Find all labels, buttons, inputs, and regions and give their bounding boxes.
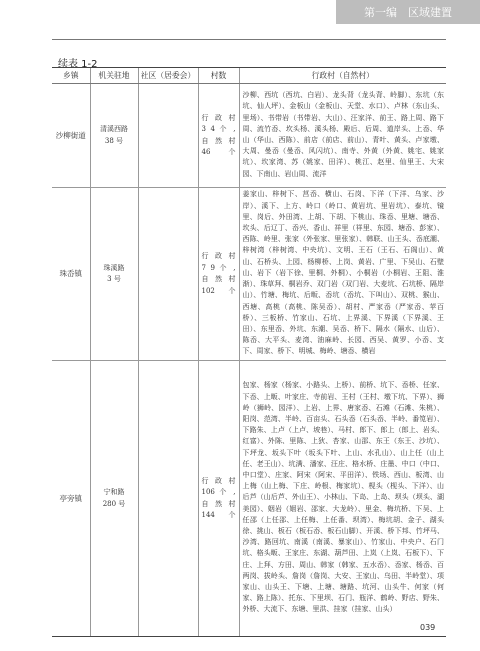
header-village-count: 村数 [198, 68, 239, 84]
town-name: 亭旁镇 [52, 361, 90, 637]
header-rule [52, 39, 446, 40]
village-list: 沙柳、西坑（西坑、白岩）、龙头背（龙头背、岭脚）、东坑（东坑、仙人坪）、金板山（金板山、天堂、水口）、卢林（东山头、里场）、书带岩（书带岩、大山）、汪家洋、前王、路上周、路下周、流竹岙、坎头杨、溪头杨、殿后、后周、道岸头、上岙、华山（华山、西陈）、前店（前店、前山）、青叶、黄头、卢家墩、大周、曼岙（曼岙、风闪坑）、南寺、外黄（外黄、姚宅、姚家坑）、坎家湾、苏（姚家、田洋）、桃江、赵里、仙里王、大宋园、下南山、岩山周、流洋 [239, 84, 446, 188]
community-cell [138, 84, 198, 188]
community-cell [138, 361, 198, 637]
village-count: 行 政 村 7 9 个 , 自 然 村 102 个 [198, 188, 239, 361]
village-count: 行 政 村 106 个 , 自 然 村 144 个 [198, 361, 239, 637]
town-name: 沙柳街道 [52, 84, 90, 188]
table-row [52, 361, 446, 637]
township-table [52, 67, 446, 637]
table-row [52, 84, 446, 188]
community-cell [138, 188, 198, 361]
header-villages: 行政村（自然村） [239, 68, 446, 84]
seat-address: 清溪西路 38 号 [90, 84, 138, 188]
village-list: 姜家山、梓树下、莒岙、横山、石岗、下洋（下洋、乌家、沙岸）、溪下、上方、岭口（岭口、黄岩坑、里岩坑）、泰坑、镜里、岗后、外田湾、上胡、下胡、下桃山、珠岙、里塘、塘岙、坎头、后辽丁、岙兴、香山、祥里（祥里、东园、塘岙、彭家）、西陈、岭里、张家（外张家、里张家）、韩联、山王头、岙底潮、梓树湾（梓树湾、中央坑）、文明、王石（王石、石阁山）、黄山、石桥头、上园、杨柳桥、上岗、黄岩、广里、下吴山、石壁山、岩下（岩下徐、里桐、外桐）、小桐岩（小桐岩、王阻、淮渐）、珠草拜、桐岩乔、双门岩（双门岩、大麦坑、石坑桥、隔岸山）、竹塘、梅坑、后畈、岙坑（岙坑、下叫山）、双桃、猴山、西塘、高桃（高桃、陈吴岙）、胡村、严家岙（严家岙、苹百桥）、三板桥、竹家山、石坑、上界溪、下界溪（下界溪、王田）、东里岙、外坑、东潮、吴岙、桥下、隔水（隔水、山后）、陈岙、大平头、麦湾、油麻岭、长园、西吴、黄罗、小岙、支下、周家、桥下、明城、梅岭、塘岙、横岩 [239, 188, 446, 361]
town-name: 珠岙镇 [52, 188, 90, 361]
chapter-header: 第一编 区域建置 [336, 0, 480, 24]
table-header-row [52, 68, 446, 84]
village-list: 包家、杨家（杨家、小路头、上桥）、前桥、坑下、岙桥、任家、下岙、上畈、叶家庄、寺前岩、王村（王村、墩下坑、下界）、狮岭（狮岭、园洋）、上岩、上界、唐家岙、石滩（石滩、朱桃）、阳岗、范湾、半岭、百亩头、石头岙（石头岙、半岭、番笕岩）、下路朱、上卢（上卢、坡巷）、马村、郎下、郎上（郎上、岩头、红富）、外陈、里陈、上狄、杏家、山邵、东王（东王、沙坑）、下坪龙、坂头下叶（坂头下叶、上山、水孔山）、山上任（山上任、老王山）、坑满、潘家、汪庄、格水桥、庄墨、中口（中口、中口堂）、庄家、阿宋（阿宋、平田洋）、铁场、西山、板湾、山上梅（山上梅、下庄、岭根、梅家坑）、枧头（枧头、下洋）、山后芦（山后芦、外山王）、小林山、下岛、上岛、坝头（坝头、湖美园）、姻岩（姻岩、邵家、大龙岭）、里金、梅坑桥、下吴、上任邵（上任邵、上任梅、上任番、坝湾）、梅坑胡、金子、湖头徐、挑山、板石（板石岙、板石山脚）、开溪、桥下邦、竹坪马、沙湾、路回坑、南溪（南溪、暴家山）、竹家山、中央户、石门坑、格头畈、王家庄、东湖、葫芦田、上岚（上岚、石板下）、下庄、上拜、方田、周山、韩家（韩家、五水岙）、岙家、杨岙、百两岗、拔岭头、詹岗（詹岗、大安、王家山、乌田、半岭堂）、项家山、山头王、下塘、上塘、塘路、坑河、山头牛、何家（何家、路上陈）、托东、下里坝、石门、瓶洋、鹤岭、野店、野朱、外桥、大流下、东塘、里洪、挂家（挂家、山头） [239, 361, 446, 637]
table-row [52, 188, 446, 361]
village-count: 行 政 村 3 4 个 , 自 然 村 46 个 [198, 84, 239, 188]
header-seat: 机关驻地 [90, 68, 138, 84]
header-town: 乡镇 [52, 68, 90, 84]
header-community: 社区（居委会） [138, 68, 198, 84]
table-caption: 续表 1-2 [58, 59, 98, 70]
page-number: 039 [420, 623, 436, 632]
seat-address: 珠溪路 3 号 [90, 188, 138, 361]
seat-address: 宁和路 280 号 [90, 361, 138, 637]
